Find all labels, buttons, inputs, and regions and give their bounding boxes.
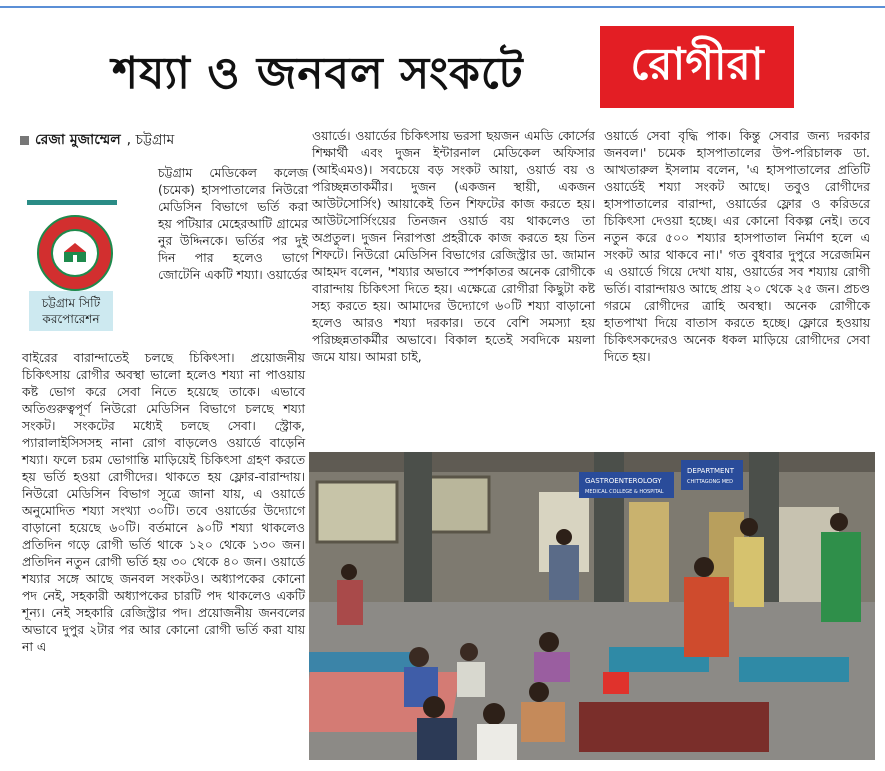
top-rule [0,0,885,8]
logo-emblem-icon [60,238,90,268]
sign-right-icon [681,460,743,490]
hospital-corridor-photo [309,452,875,760]
byline-author: রেজা মুজাম্মেল [35,132,121,148]
sign-right-sub: CHITTAGONG MED [687,479,734,485]
sign-left-sub: MEDICAL COLLEGE & HOSPITAL [585,489,664,495]
article-text: চট্টগ্রাম মেডিকেল কলেজ (চমেক) হাসপাতালের নিউরো মেডিসিন বিভাগে ভর্তি করা হয় পটিয়ার মেহেরআটি গ্রামের নুর উদ্দিনকে। ভর্তির পর দুই দিন পার হলেও ভাগে জোটেনি একটি শয্যা। ওয়ার্ডের [158,165,308,282]
article-column-1-top [158,164,308,283]
article-text: ওয়ার্ডে। ওয়ার্ডের চিকিৎসায় ভরসা ছয়জন এমডি কোর্সের শিক্ষার্থী এবং দুজন ইন্টারনাল মেডিকেল অফিসার (আইএমও)। সবচেয়ে বড় সংকট আয়া, ওয়ার্ড বয় ও পরিচ্ছন্নতাকর্মীর। দুজন (একজন স্থায়ী, একজন আউটসোর্সিং) আয়াকেই তিন শিফটের কাজ করতে হয়। আউটসোর্সিংয়ের তিনজন ওয়ার্ড বয় থাকলেও তা অপ্রতুল। দুজন নিরাপত্তা প্রহরীকে কাজ করতে হয় তিন শিফটে। নিউরো মেডিসিন বিভাগের রেজিস্ট্রার ডা. জামান আহমদ বলেন, 'শয্যার অভাবে স্পর্শকাতর অনেক রোগীকে বারান্দায় চিকিৎসা দিতে হয়। এক্ষেত্রে রোগীরা কিছুটা কষ্ট সহ্য করতে হয়। আমাদের উদ্যোগে ৬০টি শয্যা বাড়ানো হলেও আরও শয্যা দরকার। তবে বেশি সমস্যা হয় পরিচ্ছন্নতাকর্মীর অভাবে। বিকাল হতেই সবদিকে ময়লা জমে যায়। আমরা চাই, [312,128,595,364]
byline [20,128,174,152]
byline-location: , চট্টগ্রাম [126,132,175,148]
logo-caption: চট্টগ্রাম সিটি করপোরেশন [29,291,113,331]
headline-highlight-text: রোগীরা [630,38,764,90]
byline-square-icon [20,136,29,145]
article-text: ওয়ার্ডে সেবা বৃদ্ধি পাক। কিন্তু সেবার জন্য দরকার জনবল।' চমেক হাসপাতালের উপ-পরিচালক ডা. আখতারুল ইসলাম বলেন, 'এ হাসপাতালের প্রতিটি ওয়ার্ডেই শয্যা সংকট আছে। তবুও রোগীদের হাসপাতালের বারান্দা, ওয়ার্ডের ফ্লোর ও করিডরে চিকিৎসা দেওয়া হচ্ছে। এর কোনো বিকল্প নেই। তবে নতুন করে ৫০০ শয্যার হাসপাতাল নির্মাণ হলে এ সংকট আর থাকবে না।' গত বুধবার দুপুরে সরেজমিন এ ওয়ার্ডে গিয়ে দেখা যায়, ওয়ার্ডের সব শয্যায় রোগী ভর্তি। বারান্দায়ও আছে প্রায় ২০ থেকে ২৫ জন। প্রচণ্ড গরমে রোগীদের ত্রাহি অবস্থা। অনেক রোগীকে হাতপাখা দিয়ে বাতাস করতে হচ্ছে। ফ্লোরে হওয়ায় চিকিৎসকদেরও অনেক ধকল মাড়িয়ে রোগীদের সেবা দিতে হয়। [604,128,870,364]
article-column-3 [604,127,870,365]
sign-right-text: DEPARTMENT [687,467,734,475]
article-column-1-bottom [22,349,305,655]
logo-seal-icon [37,215,113,291]
article-column-2 [312,127,595,365]
sign-left-text: GASTROENTEROLOGY [585,477,662,485]
city-corporation-logo [27,200,117,337]
photo-illustration [309,452,875,760]
headline: শয্যা ও জনবল সংকটে [112,48,524,99]
headline-highlight [600,26,794,108]
article-text: বাইরের বারান্দাতেই চলছে চিকিৎসা। প্রয়োজনীয় চিকিৎসায় রোগীর অবস্থা ভালো হলেও শয্যা না পাওয়ায় কষ্ট ভোগ করে সেবা নিতে হয়েছে তাকে। এভাবে অতিগুরুত্বপূর্ণ নিউরো মেডিসিন বিভাগে চলছে শয্যা সংকট। সংকটের মধ্যেই চলছে সেবা। স্ট্রোক, প্যারালাইসিসসহ নানা রোগ বাড়লেও ওয়ার্ডে বাড়েনি শয্যা। ফলে চরম ভোগান্তি মাড়িয়েই চিকিৎসা গ্রহণ করতে হয় ভর্তি হওয়া রোগীদের। থাকতে হয় ফ্লোর-বারান্দায়। নিউরো মেডিসিন বিভাগ সূত্রে জানা যায়, এ ওয়ার্ডে অনুমোদিত শয্যা সংখ্যা ৩০টি। তবে ওয়ার্ডের উদ্যোগে বাড়ানো হয়েছে ৬০টি। বর্তমানে ৯০টি শয্যা থাকলেও প্রতিদিন গড়ে রোগী ভর্তি থাকে ১২০ থেকে ১৩০ জন। প্রতিদিন নতুন রোগী ভর্তি হয় ৩০ থেকে ৪০ জন। ওয়ার্ডে শয্যার সঙ্গে আছে জনবল সংকটও। অধ্যাপকের কোনো পদ নেই, সহকারী অধ্যাপকের চারটি পদ থাকলেও একটি শূন্য। নেই সহকারি রেজিস্ট্রার পদ। প্রয়োজনীয় জনবলের অভাবে দুপুর ২টার পর আর কোনো রোগী ভর্তি করা যায় না এ [22,350,305,654]
